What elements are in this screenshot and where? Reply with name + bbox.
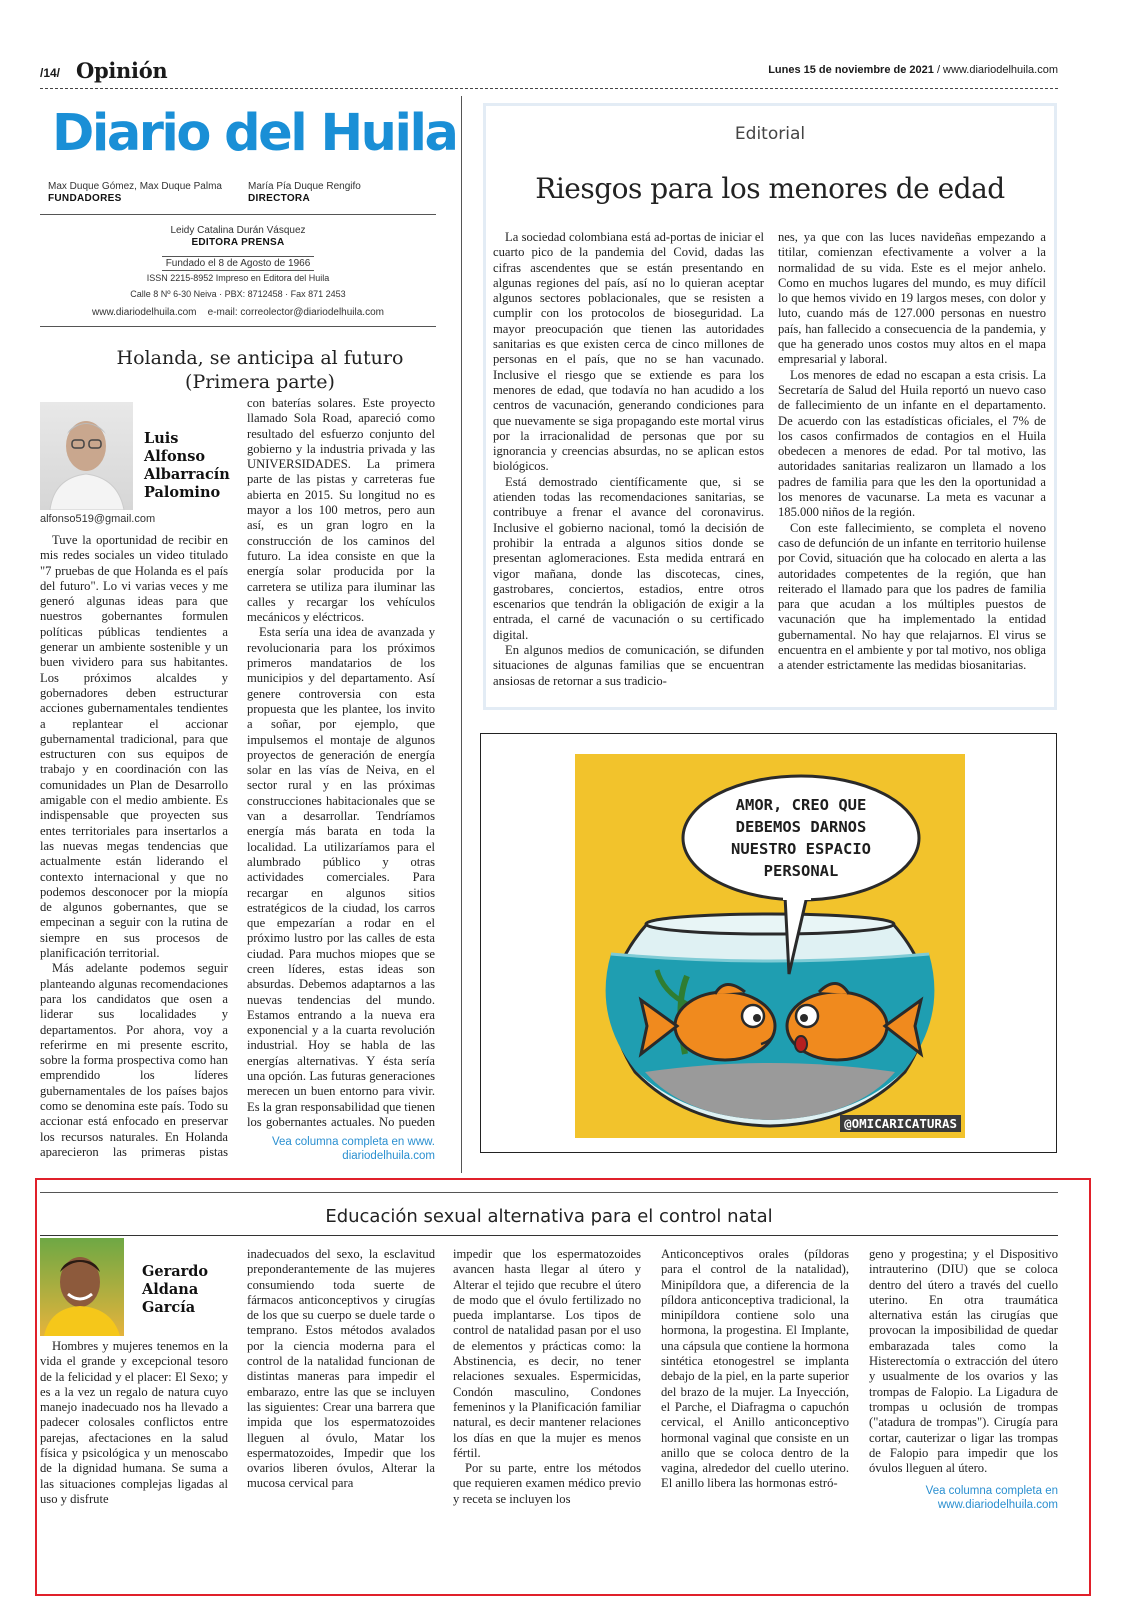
- masthead-logo: Diario del Huila: [52, 104, 457, 163]
- founders-block: [48, 180, 222, 204]
- paragraph: En algunos medios de comunicación, se difunden situaciones de algunas familias que se encuentran ansiosas de retornar a sus tradicio-: [493, 643, 764, 688]
- author-name-line: Albarracín: [144, 466, 230, 483]
- paragraph: geno y progestina; y el Dispositivo intrauterino (DIU) que se coloca dentro del útero a través del cuello uterino. En otra traumática alternativa están las cirugías que provocan la imposibilidad de quedar embarazada tales como la Histerectomía o extracción del útero y usualmente de los ovarios y las trompas de Falopio. La Ligadura de trompas u oclusión de trompas ("atadura de trompas"). Cirugía para cortar, cauterizar o ligar las trompas de Falopio para impedir que los óvulos lleguen al útero.: [869, 1247, 1058, 1476]
- column1-title-line2: (Primera parte): [185, 371, 335, 393]
- paragraph: Está demostrado científicamente que, si se atienden todas las recomendaciones sanitarias, se contribuye a frenar el avance del coronavirus. Inclusive el gobierno nacional, tomó la decisión de prohibir la entrada a algunos sitios donde se presentan aglomeraciones. Esta medida entrará en vigor mañana, donde las discotecas, cines, gastrobares, conciertos, estadios, entre otros escenarios que tendrán la obligación de exigir a la entrada, el carné de vacunación o su certificado digital.: [493, 474, 764, 642]
- see-more-line: Vea columna completa en: [925, 1485, 1058, 1497]
- cartoon-credit: @OMICARICATURAS: [840, 1115, 961, 1132]
- director-block: [248, 180, 361, 204]
- column2-text-4: [661, 1247, 849, 1586]
- founded-date: Fundado el 8 de Agosto de 1966: [162, 256, 315, 271]
- paragraph: Los menores de edad no escapan a esta crisis. La Secretaría de Salud del Huila reportó un nuevo caso de fallecimiento de un infante en el departamento. De acuerdo con las estadísticas oficiales, el 7% de los casos confirmados de contagios en el Huila obedecen a menores de edad. Por tal motivo, las autoridades sanitarias realizaron un llamado a los padres de familia para que les den la oportunidad a los menores de vacunarse. La meta es vacunar a 185.000 niños de la región.: [778, 367, 1046, 520]
- editorial-box: [483, 103, 1057, 710]
- author-photo-gerardo: [40, 1238, 124, 1336]
- editor-label: EDITORA PRENSA: [191, 237, 285, 248]
- cartoon-frame: [480, 733, 1057, 1153]
- speech-line: PERSONAL: [763, 862, 839, 880]
- paragraph: Hombres y mujeres tenemos en la vida el grande y excepcional tesoro de la felicidad y el placer: El Sexo; y es a la vez un regalo de natura cuyo manejo inadecuado nos ha llevado a padecer colosales conflictos entre parejas, afectaciones en la salud física y psicológica y un menoscabo de la dignidad humana. Se suma a las situaciones complejas ligadas al uso y disfrute: [40, 1339, 228, 1506]
- masthead-website[interactable]: www.diariodelhuila.com: [92, 307, 197, 318]
- editorial-col1: [493, 230, 764, 696]
- header-date: Lunes 15 de noviembre de 2021: [768, 64, 934, 76]
- paragraph: nes, ya que con las luces navideñas empezando a titilar, comienzan efectivamente a volver a la normalidad de su vida. Este es el mejor anhelo. Como en muchos lugares del mundo, es muy difícil lo que hemos vivido en 19 largos meses, con dolor y luto, cuando más de 127.000 personas en nuestro país, han fallecido a consecuencia de la pandemia, y que ha generado unos costos muy altos en el mapa empresarial y laboral.: [778, 230, 1046, 367]
- speech-line: AMOR, CREO QUE: [735, 796, 867, 814]
- see-more-line: Vea columna completa en www.: [271, 1136, 435, 1148]
- column2-text-5: [869, 1247, 1058, 1479]
- column2-title: Educación sexual alternativa para el control natal: [325, 1206, 773, 1227]
- paragraph: Esta sería una idea de avanzada y revolucionaria para los próximos primeros mandatarios de los municipios y del departamento. Así genere controversia con esta propuesta que les plantee, los invito a soñar, por ejemplo, que impulsemos el montaje de algunos proyectos de generación de energía solar en las vías de Neiva, en el sector rural y en las próximas construcciones habitacionales que se van a desarrollar. Tendríamos energía más barata en toda la localidad. La utilizaríamos para el alumbrado público y otras actividades comerciales. Para recargar en algunos sitios estratégicos de la ciudad, los carros que empezarían a rodar en el próximo lustro por las calles de esta ciudad. Para muchos miopes que se creen líderes, estas ideas son absurdas. Debemos adaptarnos a las nuevas tendencias del mundo. Estamos entrando a la nueva era exponencial y a la cuarta revolución industrial. Hoy se habla de las energías alternativas. Y ésta sería una opción. Las futuras generaciones merecen un buen entorno para vivir. Es la gran responsabilidad que tienen los gobernantes actuales. No pueden: [247, 625, 435, 1129]
- cartoon-panel: [575, 754, 965, 1138]
- author-name-line: Gerardo: [142, 1263, 209, 1280]
- column2-top-rule: [40, 1192, 1058, 1193]
- issn: ISSN 2215-8952 Impreso en Editora del Huila: [146, 273, 330, 283]
- paragraph: Anticonceptivos orales (píldoras para el control de la natalidad), Minipíldora que, a diferencia de la píldora anticonceptiva tradicional, la minipíldora contiene solo una hormona, la progestina. El Implante, una cápsula que contiene la hormona sintética etonogestrel se implanta debajo de la piel, en la parte superior del brazo de la mujer. La Inyección, el Parche, el Diafragma o capuchón cervical, el Anillo anticonceptivo hormonal vaginal que consiste en un anillo que se coloca dentro de la vagina, alrededor del cuello uterino. El anillo libera las hormonas estró-: [661, 1247, 849, 1491]
- address: Calle 8 Nº 6-30 Neiva · PBX: 8712458 · Fax 871 2453: [130, 289, 346, 299]
- paragraph: La sociedad colombiana está ad-portas de iniciar el cuarto pico de la pandemia del Covid, dadas las cifras ascendentes que se están presentando en algunas regiones del país, así no lo quieran aceptar algunos sectores poblacionales, que se resisten a cumplir con los protocolos de bioseguridad. La mayor preocupación que tienen las autoridades sanitarias es que existen cerca de cinco millones de personas en el país, que no se han vacunado. Inclusive el riesgo que se extiende es para los menores de edad, que todavía no han acudido a los centros de vacunación, generando condiciones para que nuevamente se siga propagando este mortal virus por la irracionalidad de personas que por su ignorancia y creencias absurdas, no se aplican estos biológicos.: [493, 230, 764, 474]
- editorial-label: Editorial: [734, 124, 806, 144]
- header-right: [768, 64, 1058, 76]
- header-website: / www.diariodelhuila.com: [936, 64, 1058, 76]
- paragraph: inadecuados del sexo, la esclavitud preponderantemente de las mujeres consumiendo toda suerte de fármacos anticonceptivos y cirugías de los que su cuerpo se duele tarde o temprano. Estos métodos avalados por la ciencia moderna para el control de la natalidad funcionan de distintas maneras para impedir el embarazo, entre las que se incluyen las siguientes: Crear una barrera que impida que los espermatozoides lleguen al óvulo, Matar los espermatozoides, Impedir que los ovarios liberen óvulos, Alterar la mucosa cervical para: [247, 1247, 435, 1491]
- column1-title: [40, 346, 480, 394]
- column1-email[interactable]: alfonso519@gmail.com: [40, 513, 156, 525]
- column2-text-3: [453, 1247, 641, 1586]
- speech-line: DEBEMOS DARNOS: [735, 818, 867, 836]
- column2-title-rule: [40, 1235, 1058, 1236]
- editorial-title: Riesgos para los menores de edad: [535, 172, 1005, 205]
- see-more-line: www.diariodelhuila.com: [937, 1499, 1058, 1511]
- author-name-line: Aldana: [142, 1281, 199, 1298]
- column2-author: [142, 1263, 208, 1317]
- masthead-rule-1: [40, 214, 436, 215]
- author-name-line: Palomino: [144, 484, 221, 501]
- column1-author: [144, 430, 230, 502]
- author-name-line: García: [142, 1299, 196, 1316]
- paragraph: Más adelante podemos seguir planteando algunas recomendaciones para los candidatos que osen a liderar sus localidades y departamentos. Por ahora, voy a referirme en mi presente escrito, sobre la forma prospectiva como han emprendido los líderes gubernamentales de los países bajos como se denomina este país. Todo su accionar está enfocado en preservar los recursos naturales. En Holanda aparecieron las primeras pistas: [40, 961, 228, 1158]
- column1-text-right: [247, 396, 435, 1129]
- paragraph: Por su parte, entre los métodos que requieren examen médico previo y receta se incluyen los: [453, 1461, 641, 1506]
- founders-label: FUNDADORES: [48, 193, 122, 204]
- column1-see-more[interactable]: [247, 1135, 435, 1163]
- editor-name: Leidy Catalina Durán Vásquez: [170, 225, 306, 236]
- founders-names: Max Duque Gómez, Max Duque Palma: [48, 181, 222, 192]
- column1-text-left: [40, 533, 228, 1158]
- column2-text-2: [247, 1247, 435, 1586]
- header-rule: [40, 88, 1058, 89]
- masthead-email[interactable]: e-mail: correolector@diariodelhuila.com: [207, 307, 384, 318]
- column1-title-line1: Holanda, se anticipa al futuro: [116, 347, 404, 369]
- editor-block: [40, 224, 436, 319]
- page-number: /14/: [40, 66, 61, 80]
- speech-line: NUESTRO ESPACIO: [731, 840, 871, 858]
- masthead-rule-2: [40, 326, 436, 327]
- paragraph: Tuve la oportunidad de recibir en mis redes sociales un video titulado "7 pruebas de que Holanda es el país del futuro". Lo vi varias veces y me generó algunas ideas para que nuestros gobernantes formulen políticas públicas tendientes a generar un ambiente sostenible y un buen vividero para sus habitantes. Los próximos alcaldes y gobernadores deben estructurar acciones gubernamentales tendientes a replantear el accionar gubernamental tradicional, para que estructuren con sus equipos de trabajo y en coordinación con las comunidades un Plan de Desarrollo amigable con el medio ambiente. Es indispensable que proyecten sus entes territoriales para insertarlos a las nuevas megas tendencias que actualmente están liderando el contexto internacional y que no podemos desconocer por la miopía de algunos gobernantes, que se empecinan a seguir con la rutina de siempre en sus procesos de planificación territorial.: [40, 533, 228, 961]
- director-label: DIRECTORA: [248, 193, 310, 204]
- section-title: Opinión: [76, 58, 168, 83]
- column2-see-more[interactable]: [869, 1484, 1058, 1512]
- contact-line: [40, 306, 436, 319]
- editorial-col2: [778, 230, 1046, 696]
- author-name-line: Luis: [144, 430, 179, 447]
- vertical-divider: [461, 96, 462, 1173]
- see-more-line: diariodelhuila.com: [342, 1150, 435, 1162]
- paragraph: Con este fallecimiento, se completa el noveno caso de defunción de un infante en territorio huilense por Covid, situación que ha colocado en alerta a las autoridades competentes de la región, que han reiterado el llamado para que los padres de familia para que acudan a los múltiples puestos de vacunación que ha implementado la entidad gubernamental. No hay que relajarnos. El virus se encuentra en el ambiente y por tal motivo, nos obliga a atender estrictamente las medidas biosanitarias.: [778, 520, 1046, 673]
- director-name: María Pía Duque Rengifo: [248, 181, 361, 192]
- speech-bubble-text: [685, 794, 917, 882]
- paragraph: impedir que los espermatozoides avancen hasta llegar al útero y Alterar el tejido que recubre el útero de modo que el óvulo fertilizado no pueda implantarse. Los tipos de control de natalidad pasan por el uso de elementos y prácticas como: la Abstinencia, es decir, no tener relaciones sexuales. Espermicidas, Condón masculino, Condones femeninos y la Planificación familiar natural, es decir mantener relaciones los días en que la mujer es menos fértil.: [453, 1247, 641, 1460]
- author-name-line: Alfonso: [144, 448, 206, 465]
- column2-text-1: [40, 1339, 228, 1586]
- paragraph: con baterías solares. Este proyecto llamado Sola Road, apareció como resultado del esfuerzo conjunto del gobierno y la industria privada y las UNIVERSIDADES. La primera parte de las pistas y carreteras fue abierta en 2015. Su longitud no es mayor a los 100 metros, pero aun así, es un gran logro en la construcción de los caminos del futuro. La idea consiste en que la energía solar producida por la carretera se utiliza para iluminar las calles y recargar los vehículos mecánicos y eléctricos.: [247, 396, 435, 625]
- page-header: [40, 58, 1058, 88]
- author-photo-luis: [40, 402, 133, 510]
